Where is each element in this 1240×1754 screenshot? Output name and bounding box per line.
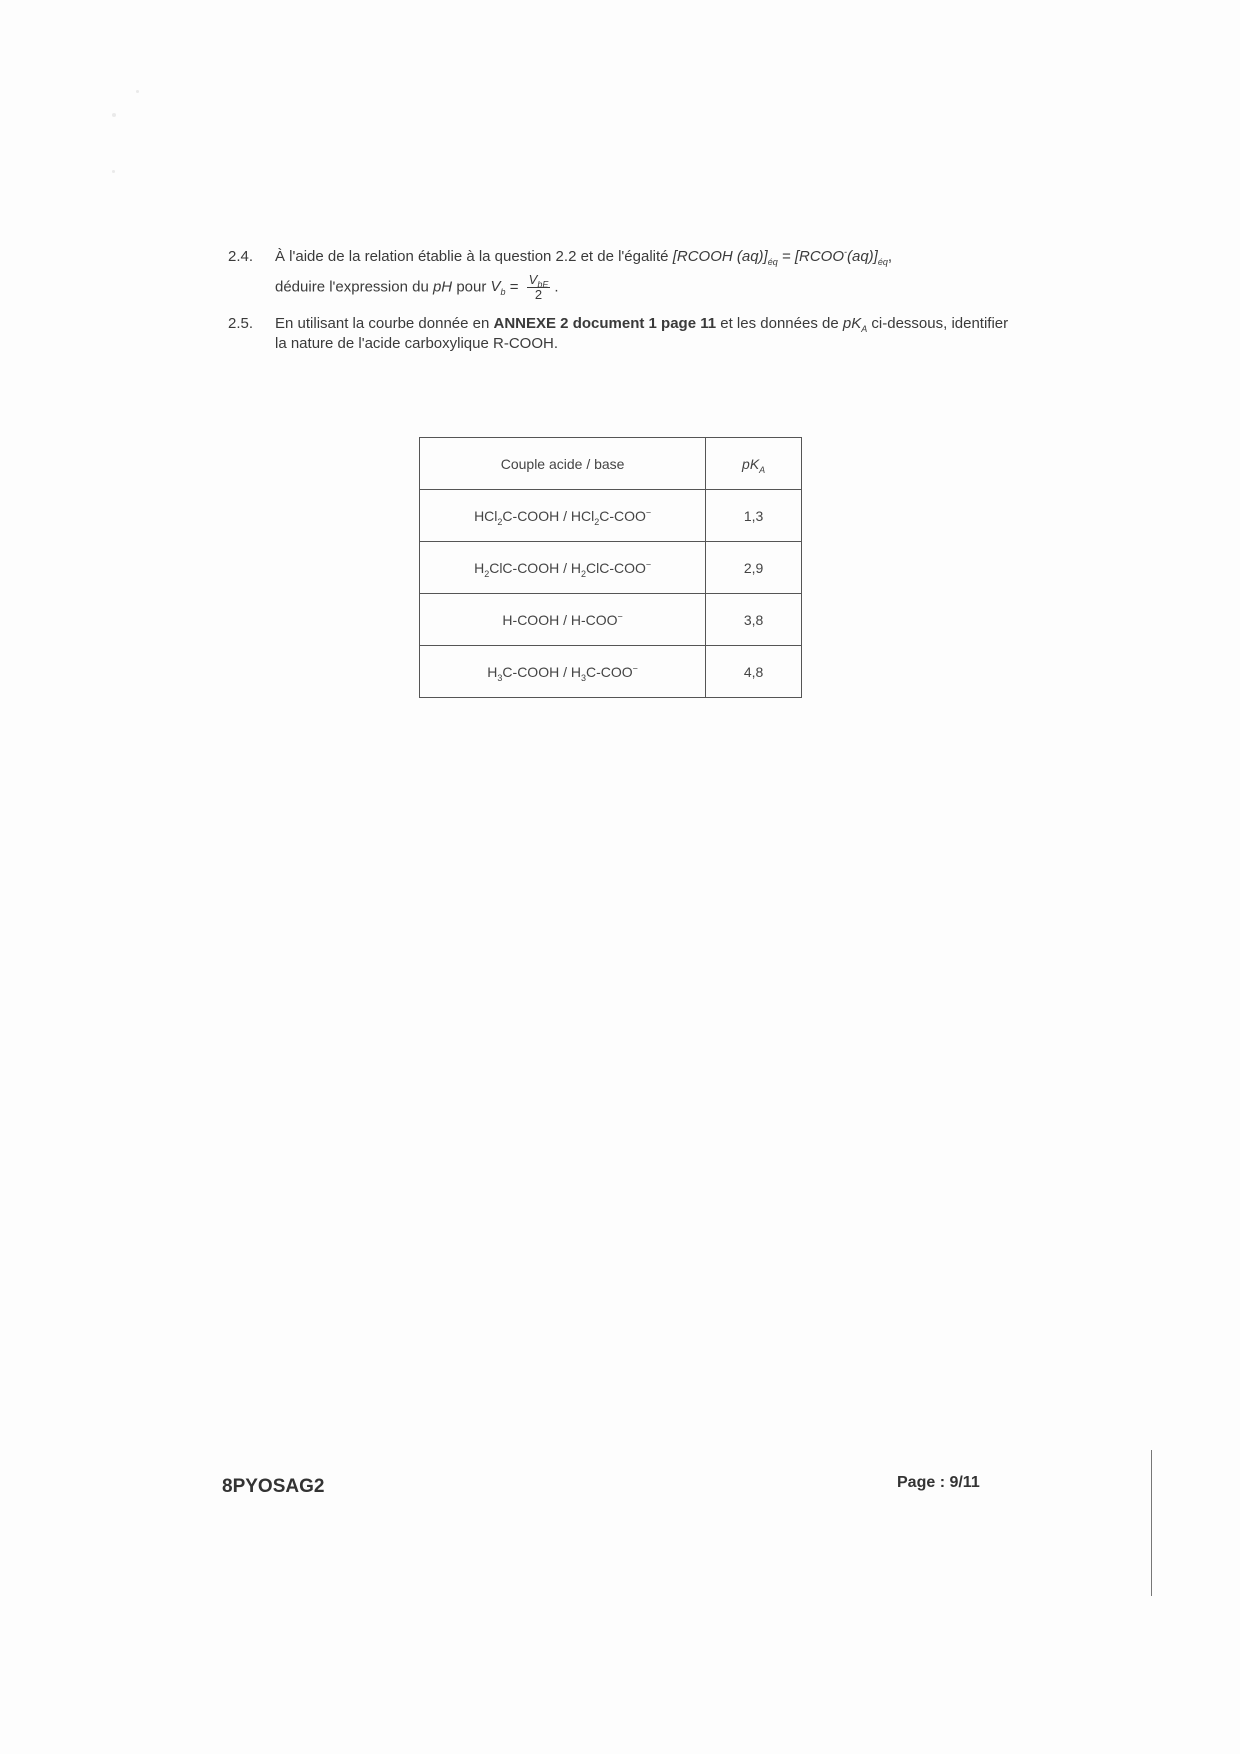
question-line-2: déduire l'expression du pH pour $V_b$ = $\frac{V_{bE}}{2}$ . [275, 272, 559, 302]
question-line-1: À l'aide de la relation établie à la question 2.2 et de l'égalité [RCOOH $(aq)]_{éq}$ = $[RCOO^-(aq)]_{éq}$, [275, 247, 893, 267]
fraction-numerator: $V_{bE}$ [528, 272, 549, 290]
pka-value: 3,8 [706, 594, 802, 646]
question-body [275, 247, 1018, 302]
scan-mark [136, 90, 139, 93]
document-code: 8PYOSAG2 [222, 1476, 325, 1497]
equality-expression: [RCOOH $(aq)]_{éq}$ = $[RCOO^-(aq)]_{éq}$ [672, 247, 888, 267]
question-number: 2.5. [228, 315, 254, 332]
acid-base-couple: $H_2ClC$-COOH / $H_2ClC-COO^-$ [420, 542, 706, 594]
question-body: En utilisant la courbe donnée en ANNEXE 2 document 1 page 11 et les données de $pK_A$ ci-dessous, identifier la nature de l'acide carboxylique R-COOH. [275, 315, 1009, 352]
vb-symbol: $V_b$ [490, 278, 506, 298]
acid-base-couple: H-COOH / H-COO− [420, 594, 706, 646]
pka-symbol: $pK_A$ [842, 315, 868, 334]
pka-table [419, 437, 802, 698]
acid-base-couple: $H_3C$-COOH / $H_3C-COO^-$ [420, 646, 706, 698]
scan-mark [112, 113, 116, 117]
table-header-row [420, 438, 802, 490]
table-row [420, 542, 802, 594]
scan-edge-line [1151, 1450, 1152, 1596]
fraction [527, 273, 551, 302]
pka-value: 1,3 [706, 490, 802, 542]
header-couple: Couple acide / base [420, 438, 706, 490]
table-row [420, 594, 802, 646]
header-pka: $pK_A$ [706, 438, 802, 490]
fraction-denominator: 2 [534, 287, 543, 302]
pka-value: 4,8 [706, 646, 802, 698]
table-row [420, 646, 802, 698]
pka-value: 2,9 [706, 542, 802, 594]
acid-base-couple: HCl$_2$C-COOH / HCl$_2$C-COO− [420, 490, 706, 542]
table-row [420, 490, 802, 542]
question-2-5 [228, 314, 1018, 354]
annex-reference: ANNEXE 2 document 1 page 11 [493, 315, 717, 332]
question-number: 2.4. [228, 248, 254, 265]
scan-mark [112, 170, 115, 173]
question-2-4 [228, 247, 1018, 302]
page-number: Page : 9/11 [897, 1474, 980, 1491]
